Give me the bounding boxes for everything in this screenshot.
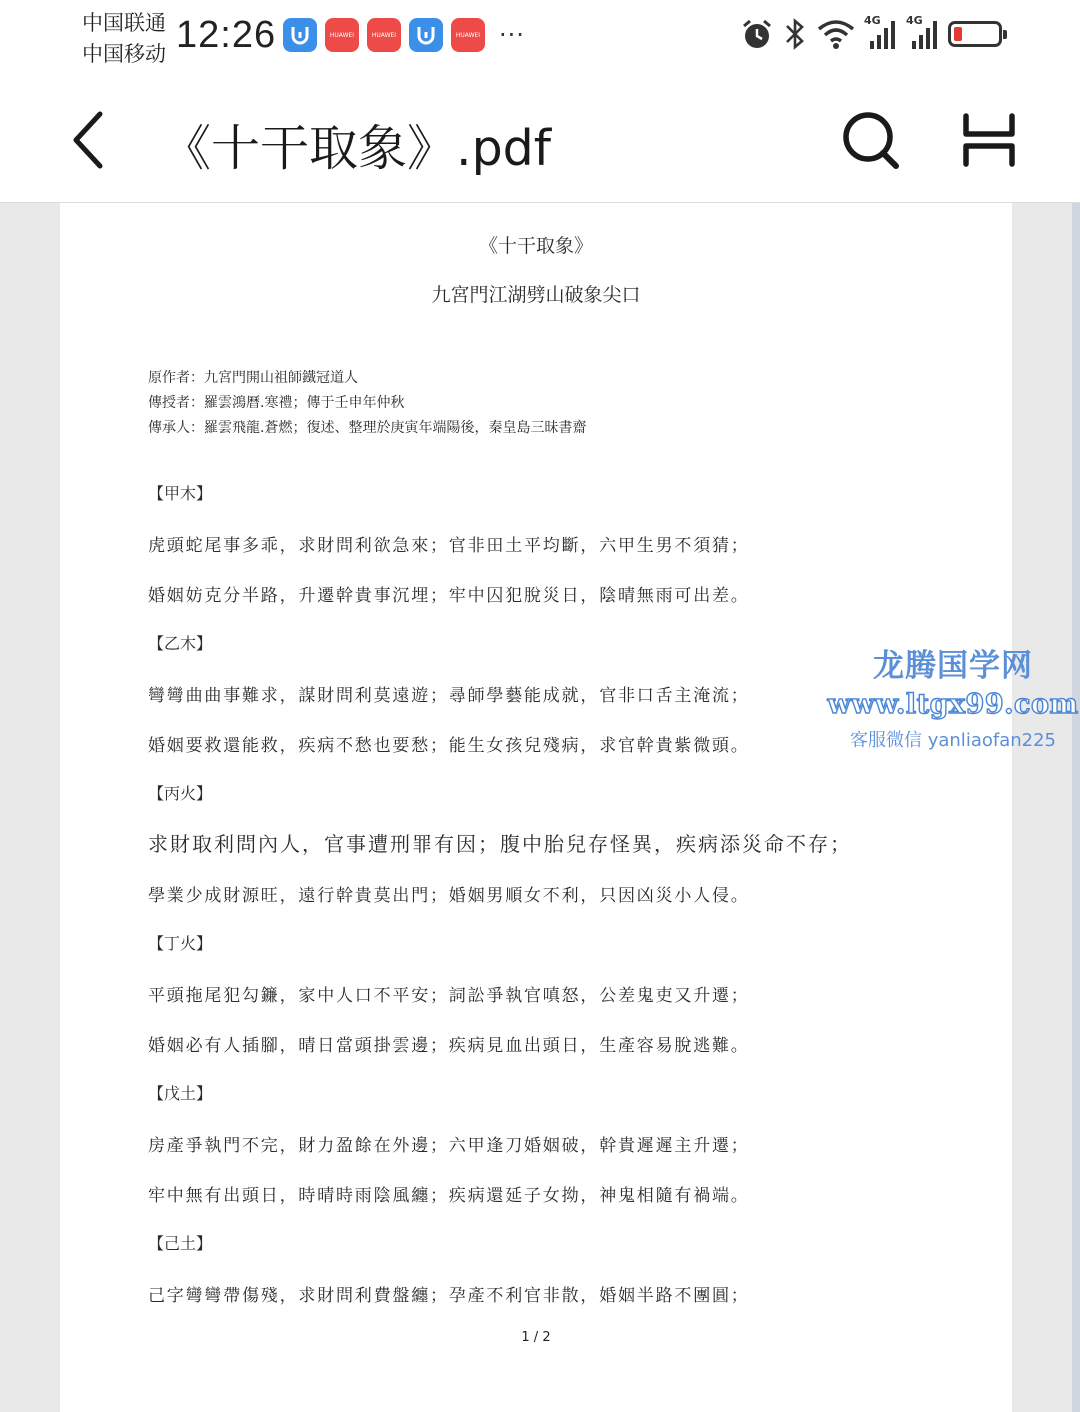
verse-line: 牢中無有出頭日，時晴時雨陰風纏；疾病還延子女拗，神鬼相隨有禍端。 (148, 1186, 750, 1206)
carrier-1: 中国联通 (82, 11, 166, 35)
verse-line: 己字彎彎帶傷殘，求財問利費盤纏；孕產不利官非散，婚姻半路不團圓； (148, 1286, 750, 1306)
watermark-contact: 客服微信 yanliaofan225 (850, 730, 1056, 751)
pdf-title: 《十干取象》 (478, 235, 593, 257)
section-heading: 【乙木】 (148, 634, 213, 653)
more-notifications-icon: ··· (499, 21, 525, 49)
credit-line: 原作者：九宮門開山祖師鐵冠道人 (148, 370, 358, 386)
scrollbar[interactable] (1072, 203, 1080, 1412)
watermark (826, 640, 1080, 752)
section-heading: 【丙火】 (148, 784, 213, 803)
status-bar (0, 0, 1080, 80)
verse-line: 婚姻必有人插腳，晴日當頭掛雲邊；疾病見血出頭日，生產容易脫逃難。 (148, 1036, 750, 1056)
back-button[interactable] (62, 108, 118, 172)
credit-line: 傳授者：羅雲鴻曆.寒禮；傳于壬申年仲秋 (148, 395, 405, 411)
section-heading: 【丁火】 (148, 934, 213, 953)
chevron-left-icon (62, 108, 118, 172)
verse-line: 虎頭蛇尾事多乖，求財問利欲急來；官非田土平均斷，六甲生男不須猜； (148, 536, 750, 556)
huawei-icon: HUAWEI (451, 18, 485, 52)
fullscreen-icon (956, 110, 1022, 170)
page-indicator: 1 / 2 (521, 1330, 551, 1345)
system-icons (740, 16, 1002, 52)
section-heading: 【戊土】 (148, 1084, 213, 1103)
section-heading: 【己土】 (148, 1234, 213, 1253)
watermark-brand: 龙腾国学网 (873, 648, 1033, 684)
verse-line: 彎彎曲曲事難求，謀財問利莫遠遊；尋師學藝能成就，官非口舌主淹流； (148, 686, 750, 706)
wifi-icon (816, 17, 856, 51)
battery-level (954, 27, 962, 41)
signal-icon: 4G (864, 17, 898, 51)
battery-icon (948, 21, 1002, 47)
verse-line: 房產爭執門不完，財力盈餘在外邊；六甲逢刀婚姻破，幹貴遲遲主升遷； (148, 1136, 750, 1156)
status-clock: 12:26 (176, 14, 277, 56)
verse-line: 婚姻妨克分半路，升遷幹貴事沉埋；牢中囚犯脫災日，陰晴無雨可出差。 (148, 586, 750, 606)
search-button[interactable] (838, 108, 902, 172)
watermark-url: www.ltgx99.com (827, 689, 1079, 720)
app-header (0, 80, 1080, 203)
carrier-2: 中国移动 (82, 42, 166, 66)
app-shield-icon (283, 18, 317, 52)
section-heading: 【甲木】 (148, 484, 213, 503)
credit-line: 傳承人：羅雲飛龍.蒼燃；復述、整理於庚寅年端陽後，秦皇島三昧書齋 (148, 420, 587, 436)
alarm-icon (740, 17, 774, 51)
verse-line: 學業少成財源旺，遠行幹貴莫出門；婚姻男順女不利，只因凶災小人侵。 (148, 886, 750, 906)
huawei-icon: HUAWEI (367, 18, 401, 52)
verse-line: 求財取利問內人，官事遭刑罪有因；腹中胎兒存怪異，疾病添災命不存； (148, 832, 852, 856)
signal-icon: 4G (906, 17, 940, 51)
verse-line: 婚姻要救還能救，疾病不愁也要愁；能生女孩兒殘病，求官幹貴紫微頭。 (148, 736, 750, 756)
pdf-page (60, 203, 1012, 1412)
fullscreen-button[interactable] (956, 110, 1022, 170)
bluetooth-icon (782, 16, 808, 52)
app-shield-icon (409, 18, 443, 52)
document-title: 《十干取象》.pdf (162, 120, 552, 177)
huawei-icon: HUAWEI (325, 18, 359, 52)
search-icon (838, 108, 902, 172)
pdf-viewer[interactable] (0, 203, 1080, 1412)
notification-icons (283, 18, 525, 52)
carrier-info (82, 8, 166, 70)
verse-line: 平頭拖尾犯勾鐮，家中人口不平安；詞訟爭執官嗔怒，公差鬼吏又升遷； (148, 986, 750, 1006)
pdf-subtitle: 九宮門江湖劈山破象尖口 (431, 284, 641, 306)
